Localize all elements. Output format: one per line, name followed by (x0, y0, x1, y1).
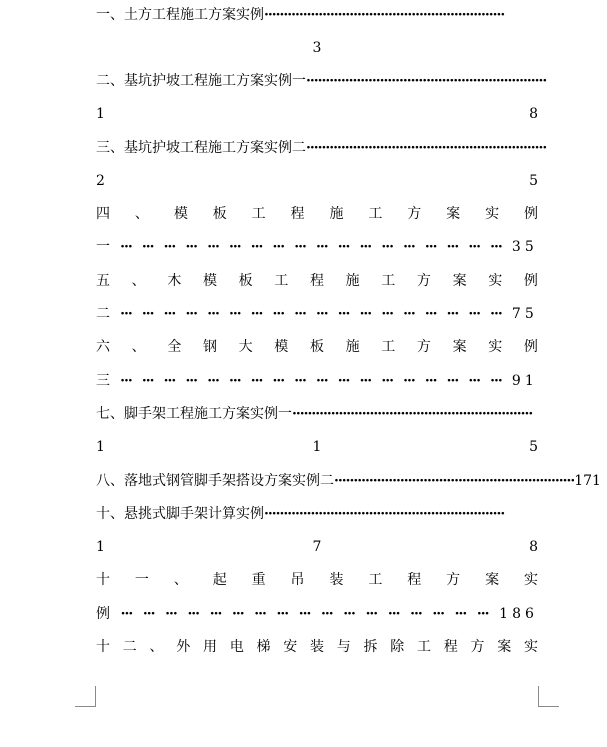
toc-char: 案 (485, 572, 500, 588)
toc-char: 木 (167, 273, 182, 289)
toc-entry-7[interactable] (96, 403, 538, 425)
margin-corner-mark (75, 686, 96, 707)
toc-char: 十 (96, 572, 110, 588)
toc-char: 方 (470, 639, 485, 655)
dot-leader: ······························································ (264, 7, 505, 23)
toc-page-number: 3 (312, 40, 322, 56)
dot-leader: ······························································ (334, 473, 575, 489)
toc-char: 板 (212, 206, 227, 222)
page-digit: 1 (96, 539, 105, 555)
toc-char: 例 (523, 273, 538, 289)
toc-char: 大 (238, 339, 253, 355)
toc-entry-11[interactable] (96, 569, 538, 591)
toc-char: 方 (416, 273, 431, 289)
toc-char: 二 (122, 639, 137, 655)
toc-leader-line: 例 ··· ··· ··· ··· ··· ··· ··· ··· ··· ··· ··· ··· ··· ··· ··· ··· ··· 186 (96, 603, 538, 625)
toc-char: 全 (167, 339, 182, 355)
toc-leader-line: 三 ··· ··· ··· ··· ··· ··· ··· ··· ··· ··· ··· ··· ··· ··· ··· ··· ··· ··· 91 (96, 370, 538, 392)
toc-title: 一、土方工程施工方案实例 (96, 7, 264, 23)
toc-char: 工 (368, 572, 383, 588)
toc-char: 、 (131, 339, 146, 355)
toc-char: 工 (274, 273, 289, 289)
toc-char: 除 (390, 639, 405, 655)
toc-char: 、 (131, 273, 146, 289)
page-digit: 5 (529, 173, 538, 189)
toc-char: 三 (96, 373, 110, 389)
toc-char: 装 (310, 639, 324, 655)
toc-char: 钢 (202, 339, 217, 355)
page-digit: 2 (96, 173, 105, 189)
toc-char: 工 (381, 273, 396, 289)
toc-entry-2[interactable] (96, 70, 547, 92)
toc-entry-12[interactable] (96, 636, 538, 658)
toc-page-digits (96, 103, 538, 125)
toc-char: 五 (96, 273, 110, 289)
page-digit: 1 (312, 439, 322, 455)
toc-entry-3[interactable] (96, 137, 547, 159)
toc-entry-6[interactable] (96, 336, 538, 358)
toc-char: 实 (488, 273, 503, 289)
toc-entry-1[interactable] (96, 4, 538, 26)
toc-char: 板 (238, 273, 253, 289)
toc-char: 工 (381, 339, 396, 355)
toc-char: 施 (345, 273, 360, 289)
toc-char: 工 (251, 206, 266, 222)
toc-char: 四 (96, 206, 110, 222)
dot-leader: ······························································ (292, 406, 533, 422)
toc-char: 与 (336, 639, 351, 655)
toc-title: 三、基坑护坡工程施工方案实例二 (96, 140, 306, 156)
toc-char: 六 (96, 339, 110, 355)
toc-page-number: 91 (511, 373, 538, 389)
toc-char: 施 (345, 339, 360, 355)
toc-char: 程 (309, 273, 324, 289)
toc-char: 方 (416, 339, 431, 355)
toc-char: 工 (417, 639, 431, 655)
toc-page-digits (96, 436, 538, 458)
toc-leader-line: 二 ··· ··· ··· ··· ··· ··· ··· ··· ··· ··· ··· ··· ··· ··· ··· ··· ··· ··· 75 (96, 303, 538, 325)
toc-entry-8[interactable] (96, 470, 601, 492)
toc-char: 模 (274, 339, 289, 355)
toc-char: 例 (523, 339, 538, 355)
page-digit: 8 (529, 106, 538, 122)
toc-entry-5[interactable] (96, 270, 538, 292)
toc-title: 十、悬挑式脚手架计算实例 (96, 506, 264, 522)
toc-char: 案 (497, 639, 512, 655)
page-digit: 7 (312, 539, 322, 555)
toc-char: 起 (212, 572, 227, 588)
toc-page-number: 35 (511, 239, 538, 255)
toc-char: 实 (523, 572, 538, 588)
toc-char: 外 (176, 639, 191, 655)
margin-corner-mark (538, 686, 559, 707)
toc-title: 八、落地式钢管脚手架搭设方案实例二 (96, 473, 334, 489)
toc-char: 板 (309, 339, 324, 355)
toc-page-number: 171 (574, 473, 601, 489)
toc-char: 实 (524, 639, 538, 655)
toc-char: 案 (452, 339, 467, 355)
toc-char: 装 (329, 572, 344, 588)
toc-char: 、 (173, 572, 188, 588)
toc-char: 实 (485, 206, 500, 222)
toc-char: 一 (96, 239, 110, 255)
toc-page-number: 75 (511, 306, 538, 322)
toc-char: 十 (96, 639, 110, 655)
toc-char: 程 (290, 206, 305, 222)
toc-char: 例 (96, 606, 110, 622)
toc-char: 案 (446, 206, 461, 222)
toc-title: 七、脚手架工程施工方案实例一 (96, 406, 292, 422)
toc-entry-10[interactable] (96, 503, 538, 525)
toc-char: 模 (202, 273, 217, 289)
toc-char: 模 (173, 206, 188, 222)
page-digit: 8 (529, 539, 538, 555)
dot-leader: ······························································ (306, 140, 547, 156)
toc-char: 施 (329, 206, 344, 222)
toc-char: 方 (407, 206, 422, 222)
toc-char: 吊 (290, 572, 305, 588)
page-digit: 1 (96, 106, 105, 122)
toc-char: 电 (229, 639, 244, 655)
page-digit: 1 (96, 439, 105, 455)
toc-char: 一 (134, 572, 149, 588)
toc-char: 、 (134, 206, 149, 222)
toc-char: 实 (488, 339, 503, 355)
toc-entry-4[interactable] (96, 203, 538, 225)
toc-char: 程 (443, 639, 458, 655)
toc-char: 工 (368, 206, 383, 222)
toc-char: 拆 (363, 639, 378, 655)
toc-char: 重 (251, 572, 266, 588)
toc-char: 案 (452, 273, 467, 289)
toc-char: 二 (96, 306, 110, 322)
toc-page-digits (96, 170, 538, 192)
page-digit: 5 (529, 439, 538, 455)
toc-char: 例 (523, 206, 538, 222)
toc-char: 程 (407, 572, 422, 588)
toc-char: 安 (283, 639, 298, 655)
toc-page-number: 186 (499, 606, 538, 622)
toc-char: 用 (203, 639, 217, 655)
toc-page-digits (96, 536, 538, 558)
toc-char: 方 (446, 572, 461, 588)
dot-leader: ······························································ (306, 73, 547, 89)
toc-title: 二、基坑护坡工程施工方案实例一 (96, 73, 306, 89)
toc-char: 、 (149, 639, 164, 655)
toc-leader-line: 一 ··· ··· ··· ··· ··· ··· ··· ··· ··· ··· ··· ··· ··· ··· ··· ··· ··· ··· 35 (96, 236, 538, 258)
toc-char: 梯 (256, 639, 271, 655)
dot-leader: ······························································ (264, 506, 505, 522)
